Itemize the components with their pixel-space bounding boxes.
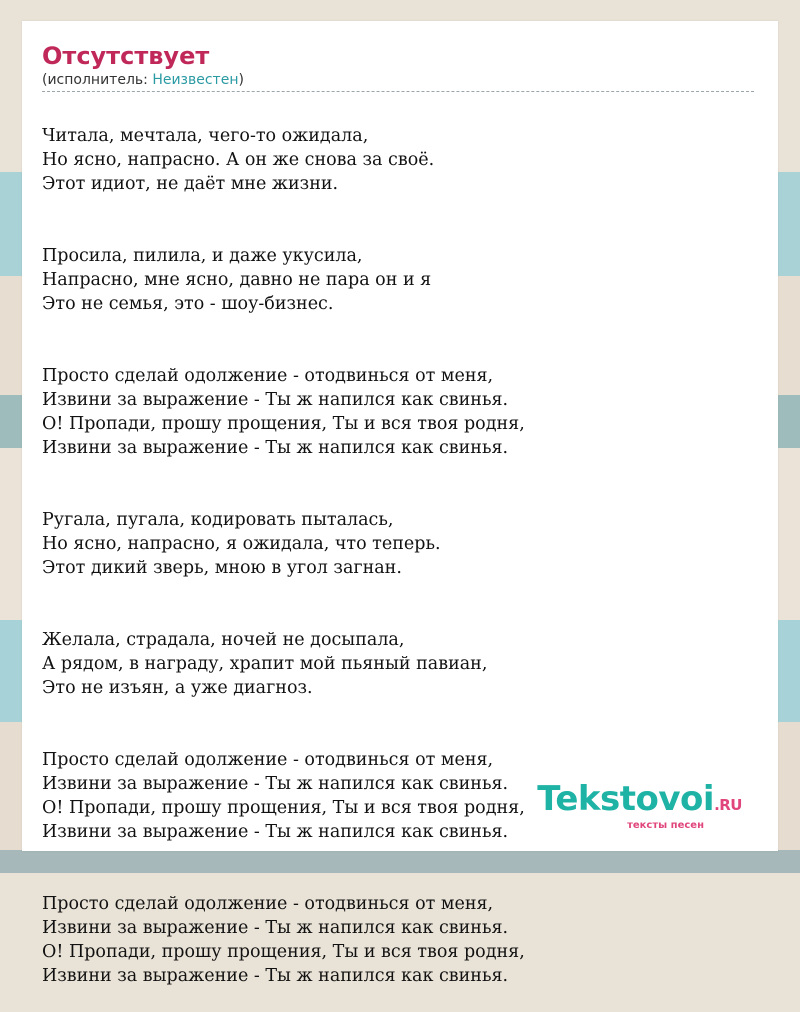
lyric-line: О! Пропади, прошу прощения, Ты и вся твоя родня, (42, 414, 525, 434)
site-logo[interactable] (537, 779, 742, 831)
lyric-line: Этот дикий зверь, мною в угол загнан. (42, 558, 402, 578)
lyric-line: Извини за выражение - Ты ж напился как свинья. (42, 966, 509, 986)
lyric-line: Ругала, пугала, кодировать пыталась, (42, 510, 394, 530)
lyric-line: Просто сделай одолжение - отодвинься от меня, (42, 894, 494, 914)
lyric-line: О! Пропади, прошу прощения, Ты и вся твоя родня, (42, 942, 525, 962)
lyric-line: Извини за выражение - Ты ж напился как свинья. (42, 390, 509, 410)
artist-prefix: (исполнитель: (42, 72, 153, 88)
song-title: Отсутствует (42, 42, 210, 70)
stanza-1 (42, 124, 758, 196)
lyric-line: Извини за выражение - Ты ж напился как свинья. (42, 774, 509, 794)
lyric-line: Желала, страдала, ночей не досыпала, (42, 630, 405, 650)
lyric-line: Читала, мечтала, чего-то ожидала, (42, 126, 369, 146)
artist-link[interactable]: Неизвестен (152, 72, 239, 88)
artist-line (42, 71, 754, 92)
lyric-line: Просто сделай одолжение - отодвинься от меня, (42, 750, 494, 770)
lyrics-card (22, 21, 778, 986)
lyric-line: Но ясно, напрасно, я ожидала, что теперь. (42, 534, 441, 554)
lyric-line: Извини за выражение - Ты ж напился как свинья. (42, 918, 509, 938)
logo-wordmark (537, 779, 742, 822)
lyric-line: О! Пропади, прошу прощения, Ты и вся твоя родня, (42, 798, 525, 818)
lyric-line: Напрасно, мне ясно, давно не пара он и я (42, 270, 432, 290)
lyric-line: Просто сделай одолжение - отодвинься от меня, (42, 366, 494, 386)
lyric-line: Этот идиот, не даёт мне жизни. (42, 174, 339, 194)
lyric-line: Извини за выражение - Ты ж напился как свинья. (42, 438, 509, 458)
lyric-line: Это не семья, это - шоу-бизнес. (42, 294, 334, 314)
lyric-line: Но ясно, напрасно. А он же снова за своё. (42, 150, 435, 170)
lyric-line: Извини за выражение - Ты ж напился как свинья. (42, 822, 509, 842)
stanza-5 (42, 628, 758, 700)
logo-tld: .RU (714, 796, 742, 814)
lyric-line: Это не изъян, а уже диагноз. (42, 678, 313, 698)
logo-name: Tekstovoi (537, 779, 715, 819)
stanza-3 (42, 364, 758, 460)
lyrics-body (42, 100, 758, 1012)
lyric-line: А рядом, в награду, храпит мой пьяный павиан, (42, 654, 488, 674)
stanza-2 (42, 244, 758, 316)
stanza-4 (42, 508, 758, 580)
logo-tagline: тексты песен (627, 820, 704, 831)
stanza-7 (42, 892, 758, 988)
lyric-line: Просила, пилила, и даже укусила, (42, 246, 363, 266)
artist-suffix: ) (238, 72, 244, 88)
